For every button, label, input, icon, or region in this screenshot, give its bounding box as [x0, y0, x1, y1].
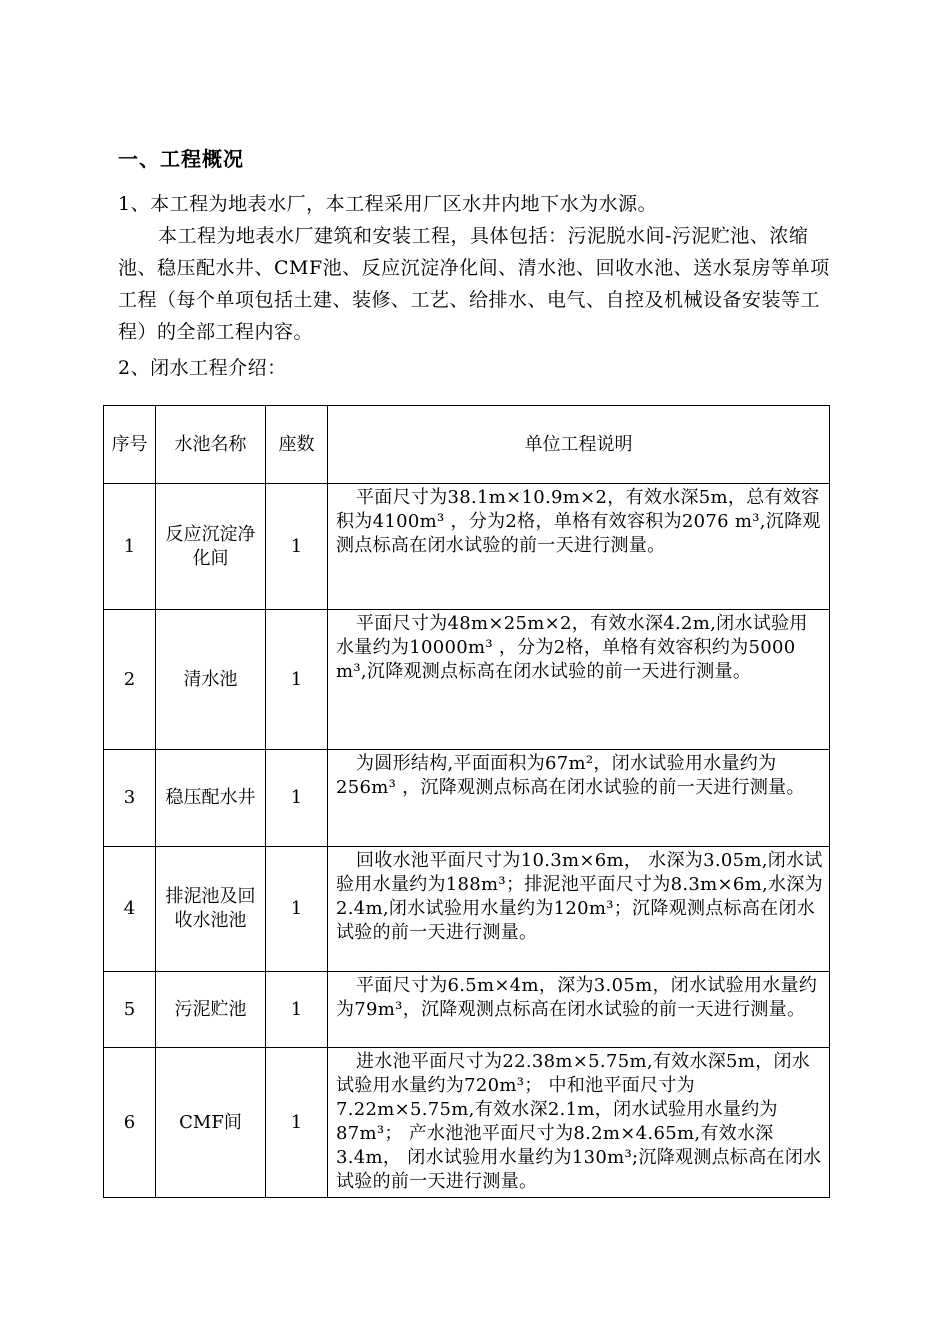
table-row: [104, 610, 830, 750]
cell-desc: 平面尺寸为6.5m×4m，深为3.05m，闭水试验用水量约为79m³，沉降观测点标高在闭水试验的前一天进行测量。: [328, 972, 830, 1048]
cell-no: 1: [104, 484, 156, 610]
cell-count: 1: [266, 1048, 328, 1198]
cell-no: 3: [104, 750, 156, 847]
table-row: [104, 972, 830, 1048]
header-desc: 单位工程说明: [328, 406, 830, 484]
paragraph-water-source: 1、本工程为地表水厂，本工程采用厂区水井内地下水为水源。: [118, 193, 658, 215]
table-row: [104, 847, 830, 972]
cell-desc: 进水池平面尺寸为22.38m×5.75m,有效水深5m，闭水试验用水量约为720m³； 中和池平面尺寸为7.22m×5.75m,有效水深2.1m，闭水试验用水量约为87m³； 产水池池平面尺寸为8.2m×4.65m,有效水深3.4m， 闭水试验用水量约为130m³;沉降观测点标高在闭水试验的前一天进行测量。: [328, 1048, 830, 1198]
cell-name: 稳压配水井: [156, 750, 266, 847]
cell-no: 2: [104, 610, 156, 750]
cell-name: 污泥贮池: [156, 972, 266, 1048]
table-row: [104, 750, 830, 847]
cell-name: 排泥池及回收水池池: [156, 847, 266, 972]
cell-desc: 为圆形结构,平面面积为67m²，闭水试验用水量约为256m³ ，沉降观测点标高在闭水试验的前一天进行测量。: [328, 750, 830, 847]
table-row: [104, 484, 830, 610]
header-no: 序号: [104, 406, 156, 484]
closed-water-table: [103, 405, 830, 1198]
cell-count: 1: [266, 972, 328, 1048]
cell-count: 1: [266, 750, 328, 847]
cell-name: 反应沉淀净化间: [156, 484, 266, 610]
cell-name: 清水池: [156, 610, 266, 750]
section-heading: 一、工程概况: [118, 147, 244, 171]
cell-desc: 平面尺寸为38.1m×10.9m×2，有效水深5m，总有效容积为4100m³ ，分为2格，单格有效容积为2076 m³,沉降观测点标高在闭水试验的前一天进行测量。: [328, 484, 830, 610]
cell-count: 1: [266, 610, 328, 750]
cell-count: 1: [266, 484, 328, 610]
header-count: 座数: [266, 406, 328, 484]
cell-no: 4: [104, 847, 156, 972]
cell-no: 6: [104, 1048, 156, 1198]
cell-count: 1: [266, 847, 328, 972]
paragraph-closed-water-intro: 2、闭水工程介绍：: [118, 357, 287, 379]
cell-desc: 回收水池平面尺寸为10.3m×6m， 水深为3.05m,闭水试验用水量约为188m³；排泥池平面尺寸为8.3m×6m,水深为2.4m,闭水试验用水量约为120m³；沉降观测点标高在闭水试验的前一天进行测量。: [328, 847, 830, 972]
header-name: 水池名称: [156, 406, 266, 484]
paragraph-scope: 本工程为地表水厂建筑和安装工程，具体包括：污泥脱水间-污泥贮池、浓缩池、稳压配水井、CMF池、反应沉淀净化间、清水池、回收水池、送水泵房等单项工程（每个单项包括土建、装修、工艺、给排水、电气、自控及机械设备安装等工程）的全部工程内容。: [118, 225, 830, 343]
table-row: [104, 1048, 830, 1198]
cell-no: 5: [104, 972, 156, 1048]
table-header-row: [104, 406, 830, 484]
cell-desc: 平面尺寸为48m×25m×2，有效水深4.2m,闭水试验用水量约为10000m³ ，分为2格，单格有效容积约为5000 m³,沉降观测点标高在闭水试验的前一天进行测量。: [328, 610, 830, 750]
cell-name: CMF间: [156, 1048, 266, 1198]
